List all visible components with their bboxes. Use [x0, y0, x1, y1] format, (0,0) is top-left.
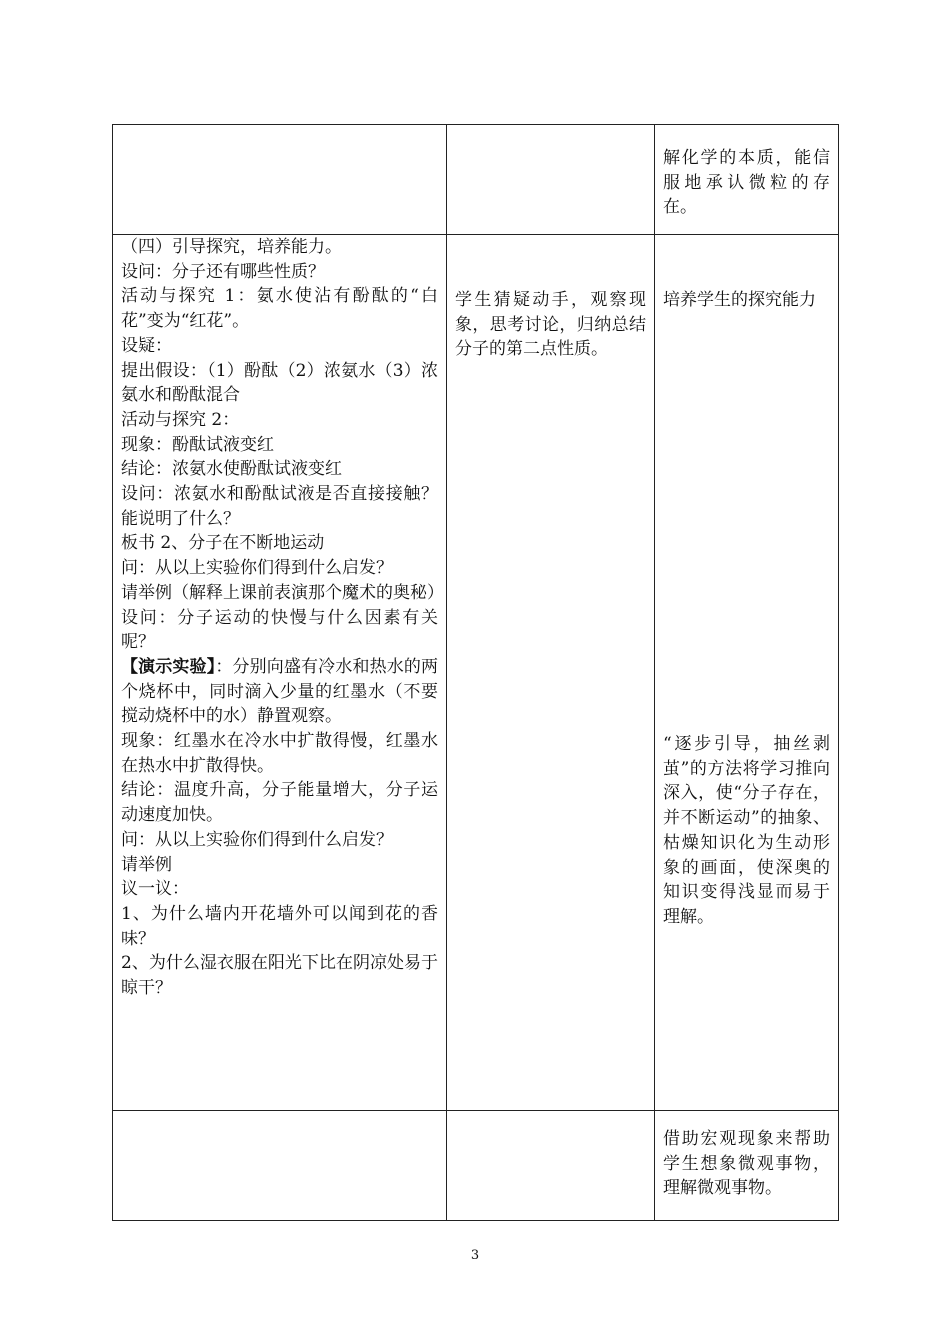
- text-line: 1、为什么墙内开花墙外可以闻到花的香味？: [121, 903, 438, 949]
- demo-experiment-text: ：分别向盛有冷水和热水的两个烧杯中，同时滴入少量的红墨水（不要搅动烧杯中的水）静置观察。: [121, 656, 439, 727]
- row1-teacher-activity-cell: [113, 125, 447, 235]
- lesson-plan-table: [112, 124, 839, 1221]
- text-line: 结论：浓氨水使酚酞试液变红: [121, 459, 342, 480]
- row3-design-intent-cell: [655, 1111, 839, 1221]
- table-row: [113, 235, 839, 1111]
- text-line: 问：从以上实验你们得到什么启发？: [121, 558, 393, 579]
- text-line: 设问：分子运动的快慢与什么因素有关呢？: [121, 607, 438, 653]
- row1-design-intent-text: 解化学的本质，能信服地承认微粒的存在。: [663, 148, 830, 218]
- text-line: 活动与探究 2：: [121, 409, 240, 430]
- text-line: 问：从以上实验你们得到什么启发？: [121, 829, 393, 850]
- demo-experiment-paragraph: [121, 655, 438, 729]
- row2-teacher-activity-cell: [113, 235, 447, 1111]
- row2-student-activity-cell: [447, 235, 655, 1111]
- text-line: 活动与探究 1：氨水使沾有酚酞的“白花”变为“红花”。: [121, 286, 438, 332]
- text-line: 现象：酚酞试液变红: [121, 434, 274, 455]
- text-line: 现象：红墨水在冷水中扩散得慢，红墨水在热水中扩散得快。: [121, 731, 438, 776]
- design-intent-text-2: “逐步引导，抽丝剥茧”的方法将学习推向深入，使“分子存在，并不断运动”的抽象、枯燥知识化为生动形象的画面，使深奥的知识变得浅显而易于理解。: [663, 734, 830, 927]
- text-line: 结论：温度升高，分子能量增大，分子运动速度加快。: [121, 780, 438, 826]
- text-line: 设疑：: [121, 335, 172, 356]
- student-activity-text: 学生猜疑动手，观察现象，思考讨论，归纳总结分子的第二点性质。: [455, 290, 646, 360]
- teacher-activity-text: [113, 235, 446, 1001]
- demo-experiment-label: 【演示实验】: [121, 656, 216, 677]
- row1-student-activity-cell: [447, 125, 655, 235]
- text-line: 设问：分子还有哪些性质？: [121, 261, 325, 282]
- row3-teacher-activity-cell: [113, 1111, 447, 1221]
- table-row: [113, 125, 839, 235]
- text-line: 请举例（解释上课前表演那个魔术的奥秘）: [121, 582, 444, 603]
- text-line: 提出假设：（1）酚酞（2）浓氨水（3）浓氨水和酚酞混合: [121, 360, 438, 406]
- text-line: 设问：浓氨水和酚酞试液是否直接接触？能说明了什么？: [121, 484, 438, 529]
- text-line: 议一议：: [121, 879, 189, 900]
- text-line: 请举例: [121, 854, 172, 875]
- row2-design-intent-cell: [655, 235, 839, 1111]
- text-line: 板书 2、分子在不断地运动: [121, 533, 325, 554]
- text-line: （四）引导探究，培养能力。: [121, 237, 342, 257]
- text-line: 2、为什么湿衣服在阳光下比在阴凉处易于晾干？: [121, 953, 438, 999]
- table-row: [113, 1111, 839, 1221]
- row3-design-intent-text: 借助宏观现象来帮助学生想象微观事物，理解微观事物。: [663, 1129, 830, 1199]
- page-number: 3: [470, 1248, 480, 1263]
- design-intent-text-1: 培养学生的探究能力: [663, 290, 816, 310]
- row1-design-intent-cell: [655, 125, 839, 235]
- row3-student-activity-cell: [447, 1111, 655, 1221]
